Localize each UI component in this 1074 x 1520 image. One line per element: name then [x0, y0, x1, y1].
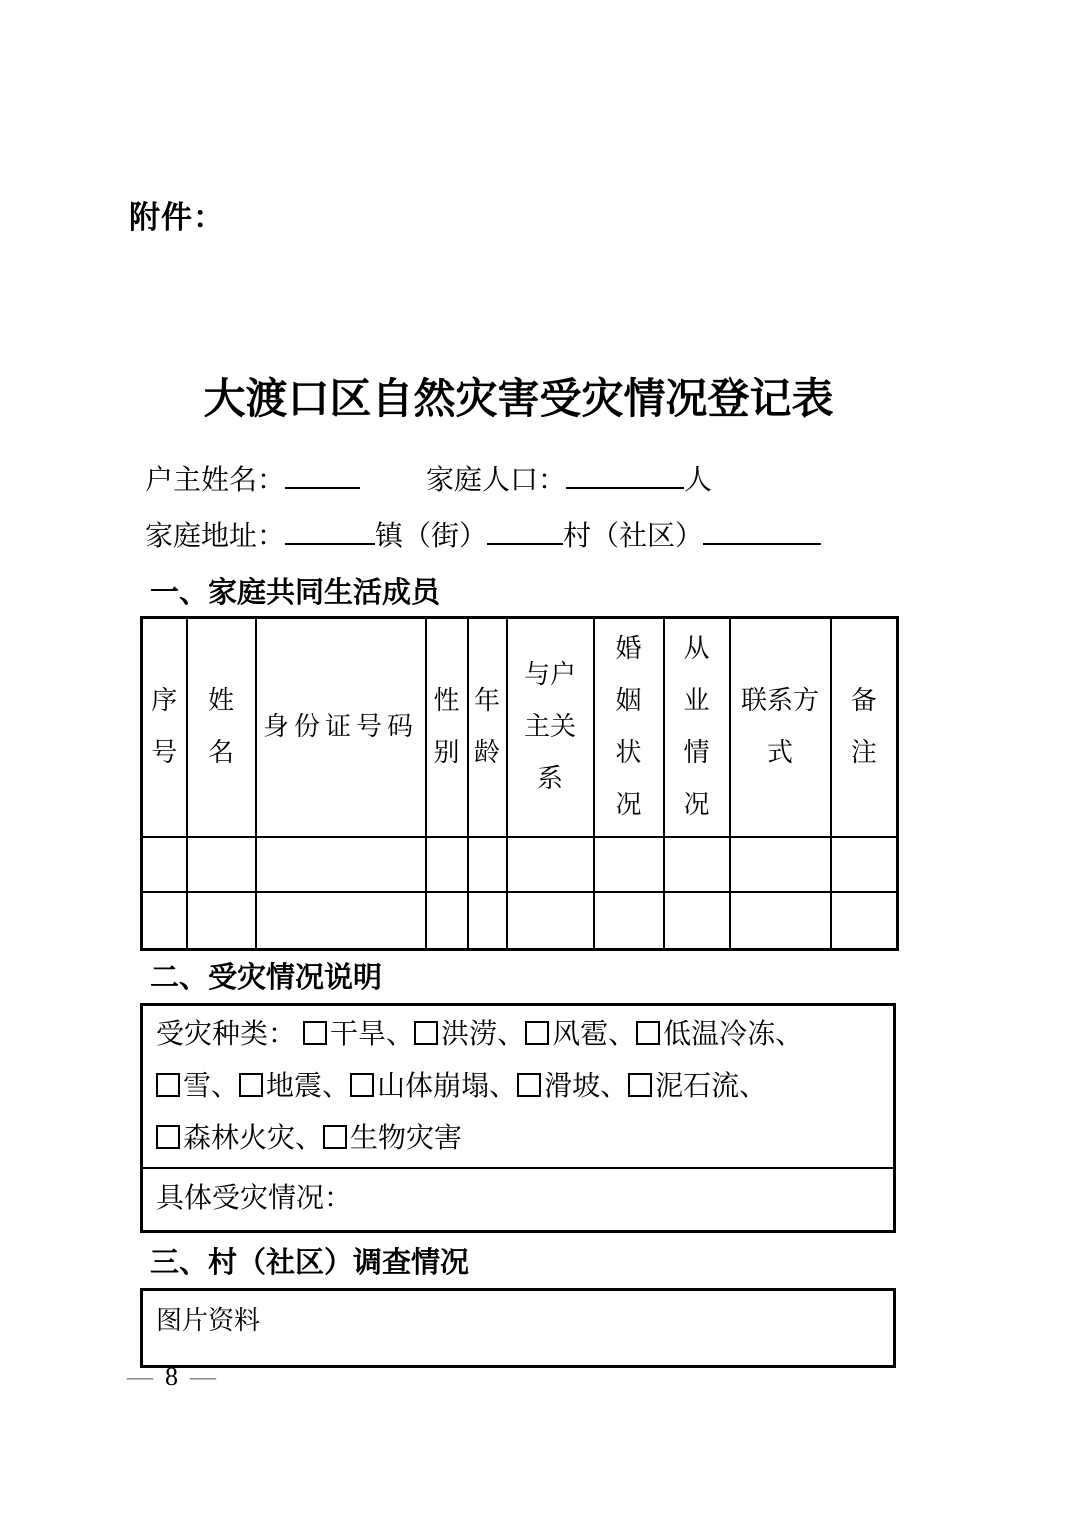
checkbox-icon[interactable] [636, 1021, 660, 1045]
member-data-cell[interactable] [468, 892, 507, 950]
member-data-cell[interactable] [426, 837, 468, 892]
members-column-header [187, 618, 256, 837]
members-column-header-label: 联系方式 [740, 686, 819, 768]
disaster-type-option[interactable] [414, 1019, 525, 1050]
disaster-types-line [143, 1006, 893, 1167]
address-label: 家庭地址： [145, 521, 286, 552]
disaster-detail-row [143, 1167, 893, 1233]
disaster-type-name: 洪涝 [441, 1019, 498, 1050]
checkbox-icon[interactable] [525, 1021, 549, 1045]
members-column-header-label: 年龄 [473, 686, 500, 768]
member-data-cell[interactable] [256, 892, 426, 950]
members-column-header [594, 618, 664, 837]
disaster-type-option[interactable] [156, 1071, 239, 1102]
disaster-type-name: 低温冷冻 [663, 1019, 776, 1050]
checkbox-icon[interactable] [303, 1021, 327, 1045]
disaster-type-option[interactable] [350, 1071, 517, 1102]
address-line [145, 515, 821, 556]
disaster-type-name: 雪 [183, 1071, 212, 1102]
village-label: 村（社区） [563, 521, 704, 552]
members-column-header [730, 618, 831, 837]
checkbox-icon[interactable] [239, 1073, 263, 1097]
member-data-cell[interactable] [594, 837, 664, 892]
members-column-header [664, 618, 730, 837]
member-data-cell[interactable] [730, 892, 831, 950]
member-data-cell[interactable] [730, 837, 831, 892]
members-column-header-label: 从业情况 [683, 634, 710, 820]
members-column-header [256, 618, 426, 837]
town-blank[interactable] [285, 515, 375, 545]
disaster-type-option[interactable] [323, 1123, 462, 1154]
checkbox-icon[interactable] [517, 1073, 541, 1097]
members-table [140, 616, 899, 951]
disaster-type-option[interactable] [303, 1019, 414, 1050]
member-data-cell[interactable] [187, 892, 256, 950]
disaster-types-label: 受灾种类： [156, 1019, 297, 1050]
householder-label: 户主姓名： [145, 465, 286, 496]
members-column-header-label: 性别 [433, 686, 460, 768]
member-data-cell[interactable] [507, 837, 594, 892]
separator: 、 [775, 1019, 804, 1050]
members-column-header [426, 618, 468, 837]
member-data-cell[interactable] [142, 892, 187, 950]
person-unit-label: 人 [684, 465, 713, 496]
members-column-header [142, 618, 187, 837]
separator: 、 [295, 1123, 324, 1154]
members-column-header [831, 618, 898, 837]
member-data-cell[interactable] [831, 837, 898, 892]
separator: 、 [600, 1071, 629, 1102]
page-number-dash: — [190, 1362, 216, 1391]
disaster-type-option[interactable] [239, 1071, 350, 1102]
section-members-heading: 一、家庭共同生活成员 [150, 577, 441, 609]
disaster-type-name: 山体崩塌 [377, 1071, 490, 1102]
disaster-type-option[interactable] [156, 1123, 323, 1154]
separator: 、 [322, 1071, 351, 1102]
checkbox-icon[interactable] [156, 1073, 180, 1097]
disaster-type-name: 滑坡 [544, 1071, 601, 1102]
page-number-value: 8 [165, 1362, 178, 1391]
checkbox-icon[interactable] [414, 1021, 438, 1045]
member-data-cell[interactable] [187, 837, 256, 892]
page-number [127, 1360, 216, 1394]
detail-address-blank[interactable] [703, 515, 821, 545]
members-column-header-label: 与户主关系 [523, 660, 576, 794]
section-disaster-heading: 二、受灾情况说明 [150, 962, 383, 994]
disaster-type-name: 干旱 [330, 1019, 387, 1050]
members-column-header-label: 婚姻状况 [615, 634, 642, 820]
members-column-header [507, 618, 594, 837]
checkbox-icon[interactable] [156, 1125, 180, 1149]
member-data-cell[interactable] [468, 837, 507, 892]
members-column-header-label: 备注 [850, 686, 877, 768]
disaster-type-option[interactable] [636, 1019, 803, 1050]
disaster-type-name: 生物灾害 [350, 1123, 463, 1154]
checkbox-icon[interactable] [350, 1073, 374, 1097]
disaster-type-name: 森林火灾 [183, 1123, 296, 1154]
separator: 、 [739, 1071, 768, 1102]
separator: 、 [497, 1019, 526, 1050]
checkbox-icon[interactable] [323, 1125, 347, 1149]
householder-name-blank[interactable] [285, 459, 360, 489]
member-row [142, 837, 898, 892]
members-column-header-label: 序号 [151, 686, 178, 768]
member-data-cell[interactable] [426, 892, 468, 950]
photo-box [140, 1288, 896, 1368]
photo-material-label: 图片资料 [156, 1306, 261, 1335]
disaster-box [140, 1003, 896, 1233]
disaster-type-option[interactable] [628, 1071, 767, 1102]
disaster-type-name: 泥石流 [655, 1071, 740, 1102]
population-blank[interactable] [566, 459, 684, 489]
disaster-detail-label: 具体受灾情况： [156, 1183, 353, 1214]
members-column-header [468, 618, 507, 837]
member-data-cell[interactable] [594, 892, 664, 950]
page-number-dash: — [127, 1362, 153, 1391]
form-title: 大渡口区自然灾害受灾情况登记表 [203, 377, 834, 423]
member-data-cell[interactable] [507, 892, 594, 950]
member-row [142, 892, 898, 950]
separator: 、 [386, 1019, 415, 1050]
member-data-cell[interactable] [664, 892, 730, 950]
section-survey-heading: 三、村（社区）调查情况 [150, 1247, 470, 1279]
members-column-header-label: 姓名 [207, 686, 234, 768]
disaster-type-option[interactable] [525, 1019, 636, 1050]
separator: 、 [211, 1071, 240, 1102]
checkbox-icon[interactable] [628, 1073, 652, 1097]
disaster-type-name: 地震 [266, 1071, 323, 1102]
disaster-type-name: 风雹 [552, 1019, 609, 1050]
separator: 、 [489, 1071, 518, 1102]
disaster-type-option[interactable] [517, 1071, 628, 1102]
population-label: 家庭人口： [426, 465, 567, 496]
householder-population-line [145, 459, 712, 500]
member-data-cell[interactable] [142, 837, 187, 892]
village-blank[interactable] [487, 515, 563, 545]
member-data-cell[interactable] [664, 837, 730, 892]
town-label: 镇（街） [375, 521, 488, 552]
attachment-label: 附件： [129, 200, 225, 235]
members-column-header-label: 身份证号码 [262, 712, 418, 742]
separator: 、 [608, 1019, 637, 1050]
member-data-cell[interactable] [831, 892, 898, 950]
member-data-cell[interactable] [256, 837, 426, 892]
